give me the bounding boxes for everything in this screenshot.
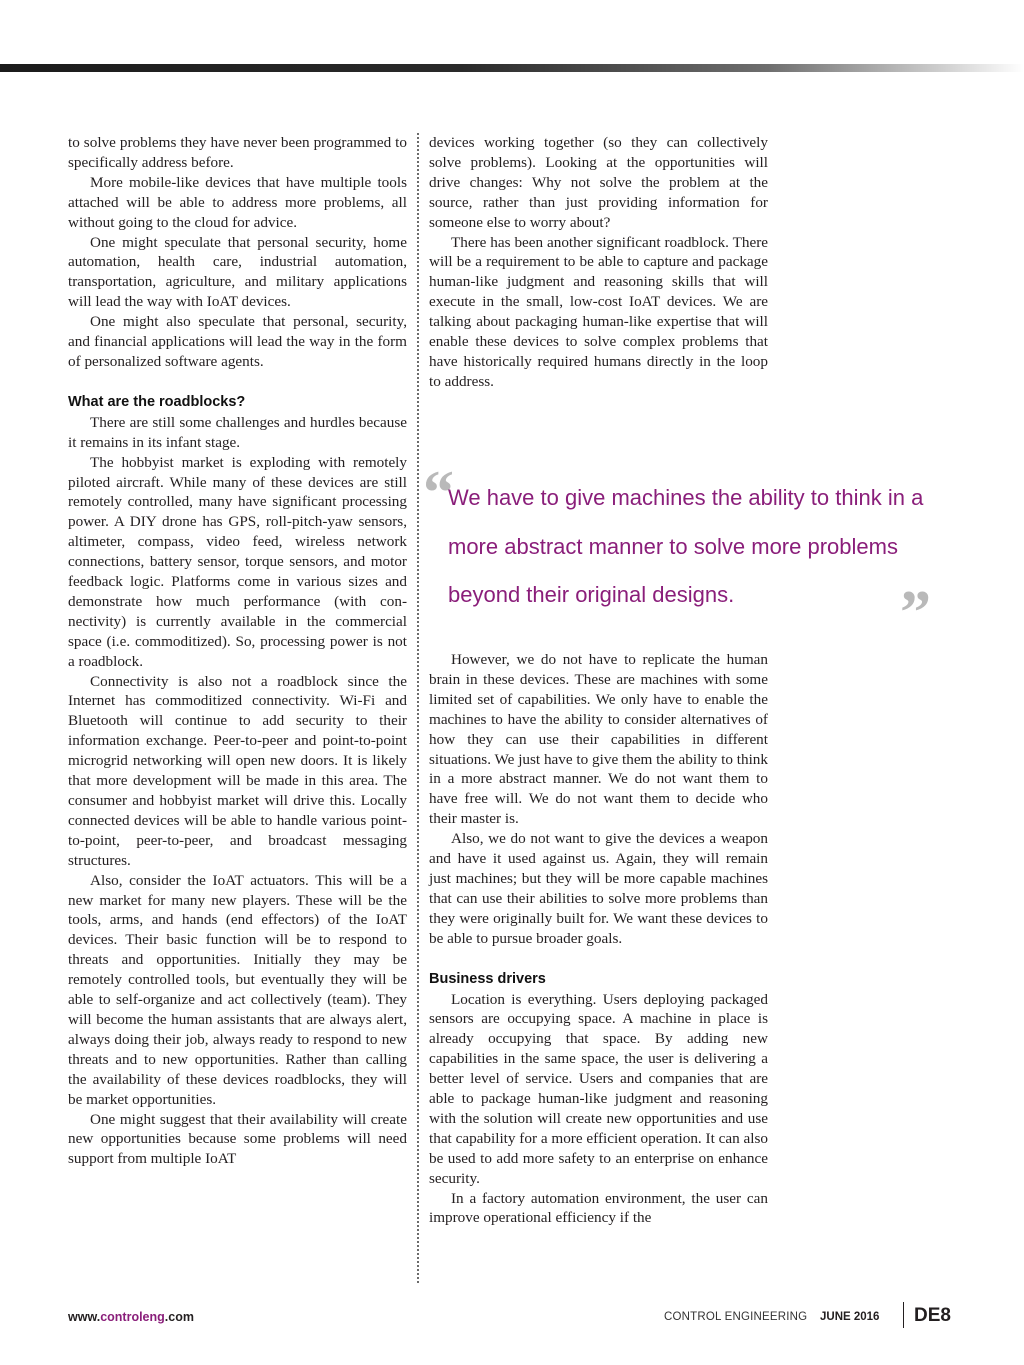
footer-divider (903, 1302, 904, 1328)
website-link[interactable] (68, 1310, 194, 1324)
open-quote-mark: “ (423, 459, 454, 527)
paragraph: Location is everything. Users deploying packaged sensors are occupying space. A machine in place is already occupying that space. By adding new capabilities in the same space, the user is delivering a better level of service. Users and companies that are able to package human-like judgment and reasoning with the solution will create new opportunities and use that capability for a more efficient operation. It can also be used to add more safety to an enterprise on enhance security. (429, 990, 768, 1187)
url-prefix: www. (68, 1310, 101, 1324)
paragraph: devices working together (so they can collectively solve problems). Looking at the opportunities will drive changes: Why not solve the problem at the source, rather than just providing information for someone else to worry about? (429, 134, 768, 231)
header-rule (0, 64, 1024, 72)
paragraph: One might also speculate that personal, security, and financial applications will lead the way in the form of personalized software agents. (68, 313, 407, 370)
paragraph: The hobbyist market is exploding with remotely piloted aircraft. While many of these devices are still remotely controlled, many have significant processing power. A DIY drone has GPS, roll-pitch-yaw sensors, altimeter, compass, video feed, wireless network connections, battery sensor, torque sensors, and motor feedback logic. Platforms come in various sizes and demonstrate how much performance (with connectivity) is currently available in the commercial space (i.e. commoditized). So, processing power is not a roadblock. (68, 453, 407, 670)
paragraph: In a factory automation environment, the user can improve operational efficiency if the (429, 1189, 768, 1227)
section-heading-business-drivers: Business drivers (429, 970, 546, 987)
paragraph: More mobile-like devices that have multiple tools attached will be able to address more problems, all without going to the cloud for advice. (68, 173, 407, 231)
paragraph: Also, we do not want to give the devices a weapon and have it used against us. Again, they will remain just machines; but they will be more capable machines that can use their abilities to solve more problems than they were originally built for. We want these devices to be able to pursue broader goals. (429, 830, 768, 947)
paragraph: Also, consider the IoAT actuators. This will be a new market for many new players. These will be the tools, arms, and hands (end effectors) of the IoAT devices. Their basic function will be to respond to threats and opportunities. Initially they may be remotely controlled tools, but eventually they will be able to self-organize and act collectively (team). They will become the human assistants that are always alert, always doing their job, always ready to respond to new threats and to new opportunities. Rather than calling the availability of these devices roadblocks, they will be market opportunities. (68, 871, 407, 1108)
url-brand: controleng (100, 1310, 165, 1324)
section-heading-roadblocks: What are the roadblocks? (68, 393, 246, 410)
paragraph: Connectivity is also not a roadblock since the Internet has commoditized connectivity. Wi-Fi and Bluetooth will continue to add security to their information exchange. Peer-to-peer and point-to-point microgrid networking will open new doors. It is likely that more development will be made in this area. The consumer and hobbyist market will drive this. Locally connected devices will be able to handle various point-to-point, peer-to-peer, and broadcast messaging structures. (68, 672, 407, 869)
url-suffix: .com (164, 1310, 194, 1324)
paragraph: to solve problems they have never been programmed to specifically address before. (68, 134, 407, 171)
right-column-bottom (429, 650, 768, 1228)
paragraph: However, we do not have to replicate the human brain in these devices. These are machines with some limited set of capabilities. We only have to enable the machines to have the ability to consider alternatives of how they can use their capabilities in different situations. We just have to give them the ability to think in a more abstract manner. We do not want them to have free will. We do not want them to decide who their master is. (429, 651, 768, 828)
page-number: DE8 (914, 1305, 951, 1326)
paragraph: There are still some challenges and hurdles because it remains in its infant stage. (68, 413, 407, 451)
paragraph: One might suggest that their availability will create new opportunities because some problems will need support from multiple IoAT (68, 1110, 407, 1168)
paragraph: There has been another significant roadblock. There will be a requirement to be able to capture and package human-like judgment and reasoning skills that will execute in the small, low-cost IoAT devices. We are talking about packaging human-like expertise that will enable these devices to solve complex problems that have historically required humans directly in the loop to address. (429, 233, 768, 390)
page-footer (0, 1305, 1024, 1330)
magazine-name: CONTROL ENGINEERING (664, 1311, 808, 1323)
close-quote-mark: ” (900, 579, 931, 647)
column-divider (417, 133, 419, 1283)
pull-quote (420, 459, 980, 647)
issue-date: JUNE 2016 (820, 1311, 880, 1323)
paragraph: One might speculate that personal security, home automation, health care, industrial automation, transportation, agriculture, and military applications will lead the way with IoAT devices. (68, 233, 407, 311)
pull-quote-text: We have to give machines the ability to think in a more abstract manner to solve more problems beyond their original designs. (448, 485, 924, 607)
left-column (68, 133, 407, 1169)
right-column-top (429, 133, 768, 392)
